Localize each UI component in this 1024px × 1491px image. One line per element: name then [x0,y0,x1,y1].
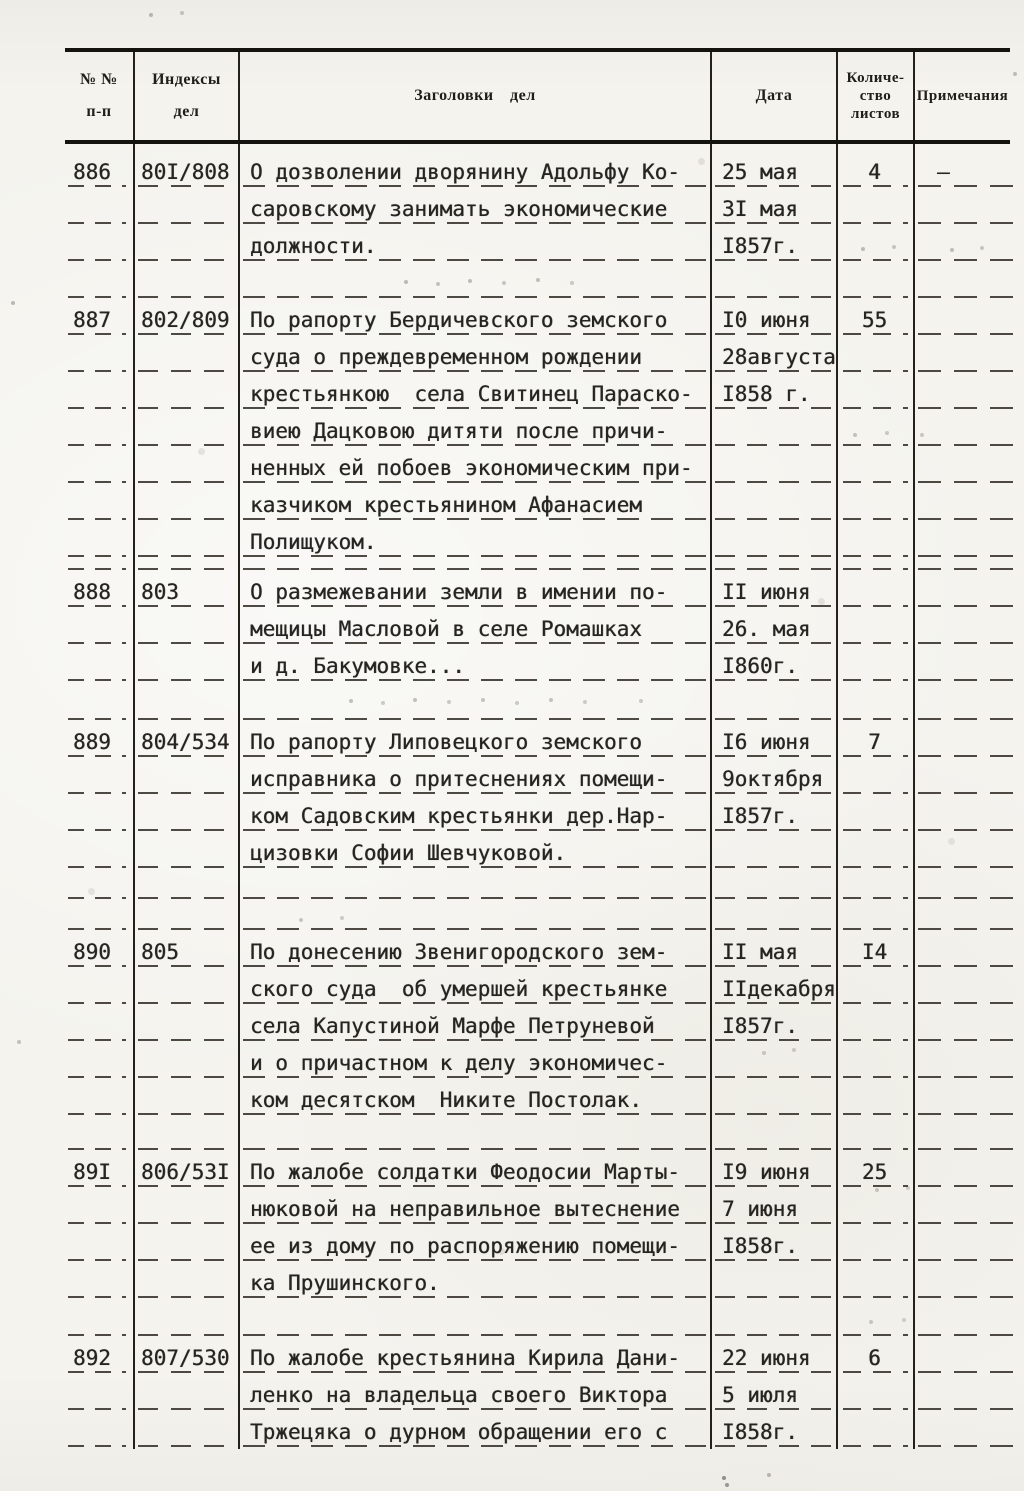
inventory-table [65,48,1010,1449]
case-title-line [240,263,712,300]
date-line: I860г. [712,646,838,683]
header-notes-label: Примечания [916,87,1009,104]
sheet-count [838,683,915,722]
entry-number [65,189,135,226]
sheet-count [838,1300,915,1338]
case-title-line: ее из дому по распоряжению помещи- [240,1226,712,1263]
table-row [65,646,1010,683]
case-index: 807/530 [135,1338,240,1375]
note [915,969,1010,1006]
sheet-count [838,833,915,870]
case-index: 803 [135,572,240,609]
header-sheets-line3: листов [850,106,901,123]
case-index: 804/534 [135,722,240,759]
date-line: 22 июня [712,1338,838,1375]
date-line: I857г. [712,1006,838,1043]
case-title-line: виею Дацковою дитяти после причи- [240,411,712,448]
date-line: 3I мая [712,189,838,226]
date-line [712,1080,838,1117]
case-index [135,485,240,522]
sheet-count [838,226,915,263]
sheet-count [838,572,915,609]
date-line: 25 мая [712,144,838,189]
date-line [712,1043,838,1080]
note [915,609,1010,646]
case-title-line: По рапорту Липовецкого земского [240,722,712,759]
case-index [135,522,240,559]
blank-ruled-row [65,870,1010,901]
sheet-count [838,1080,915,1117]
table-row [65,300,1010,337]
entry-number [65,969,135,1006]
table-body [65,144,1010,1449]
case-index [135,1375,240,1412]
sheet-count [838,1189,915,1226]
date-line: II июня [712,572,838,609]
header-index-line1: Индексы [152,71,221,88]
sheet-count: 25 [838,1152,915,1189]
case-title-line: ка Прушинского. [240,1263,712,1300]
entry-number [65,646,135,683]
table-row [65,572,1010,609]
sheet-count [838,1043,915,1080]
case-index [135,1189,240,1226]
date-line [712,833,838,870]
entry-number [65,1117,135,1152]
table-row [65,411,1010,448]
case-title-line: исправника о притеснениях помещи- [240,759,712,796]
entry-number: 89I [65,1152,135,1189]
sheet-count [838,1117,915,1152]
date-line: I858 г. [712,374,838,411]
table-row [65,1080,1010,1117]
case-index [135,1300,240,1338]
sheet-count [838,189,915,226]
date-line: I6 июня [712,722,838,759]
table-header-row [65,48,1010,144]
note [915,870,1010,901]
date-line [712,263,838,300]
date-line [712,1300,838,1338]
note [915,522,1010,559]
table-row [65,609,1010,646]
case-title-line: и д. Бакумовке... [240,646,712,683]
header-date-label: Дата [755,87,793,104]
table-row [65,759,1010,796]
blank-ruled-row [65,1117,1010,1152]
table-row [65,1152,1010,1189]
sheet-count [838,759,915,796]
case-index: 80I/808 [135,144,240,189]
sheet-count [838,337,915,374]
note [915,1117,1010,1152]
table-row [65,374,1010,411]
table-row [65,833,1010,870]
entry-number [65,901,135,932]
header-title-column [240,52,712,140]
note [915,1043,1010,1080]
case-title-line [240,1300,712,1338]
note [915,1263,1010,1300]
header-sheets-column [838,52,915,140]
table-row [65,448,1010,485]
case-index [135,833,240,870]
entry-number [65,1412,135,1449]
sheet-count: 55 [838,300,915,337]
sheet-count [838,448,915,485]
entry-number [65,1006,135,1043]
header-sheets-line2: ство [859,87,892,104]
sheet-count: 6 [838,1338,915,1375]
date-line: 28августа [712,337,838,374]
note: – [915,144,1010,189]
sheet-count [838,263,915,300]
table-row [65,1006,1010,1043]
note [915,759,1010,796]
table-row [65,1189,1010,1226]
entry-number: 887 [65,300,135,337]
case-title-line: села Капустиной Марфе Петруневой [240,1006,712,1043]
case-index: 806/53I [135,1152,240,1189]
case-index [135,969,240,1006]
entry-number [65,1300,135,1338]
note [915,932,1010,969]
case-index [135,1226,240,1263]
note [915,572,1010,609]
entry-number: 886 [65,144,135,189]
sheet-count: I4 [838,932,915,969]
note [915,1152,1010,1189]
sheet-count [838,1412,915,1449]
note [915,796,1010,833]
blank-ruled-row [65,263,1010,300]
case-index [135,796,240,833]
case-title-line: По жалобе крестьянина Кирила Дани- [240,1338,712,1375]
table-row [65,522,1010,559]
entry-number [65,448,135,485]
case-index [135,646,240,683]
table-row [65,485,1010,522]
case-index [135,1043,240,1080]
case-index [135,337,240,374]
header-date-column [712,52,838,140]
entry-number [65,226,135,263]
date-line: 5 июля [712,1375,838,1412]
table-row [65,144,1010,189]
case-title-line: ненных ей побоев экономическим при- [240,448,712,485]
case-index [135,1412,240,1449]
case-index [135,1080,240,1117]
sheet-count: 7 [838,722,915,759]
date-line [712,870,838,901]
entry-number [65,1189,135,1226]
case-index [135,226,240,263]
case-title-line: крестьянкою села Свитинец Параско- [240,374,712,411]
table-row [65,1338,1010,1375]
note [915,411,1010,448]
note [915,646,1010,683]
table-row [65,932,1010,969]
header-number-column [65,52,135,140]
entry-number [65,559,135,572]
sheet-count [838,522,915,559]
date-line: I0 июня [712,300,838,337]
case-title-line: саровскому занимать экономические [240,189,712,226]
case-title-line [240,1117,712,1152]
entry-number [65,411,135,448]
entry-number [65,1226,135,1263]
entry-number [65,609,135,646]
case-index [135,1006,240,1043]
case-index: 802/809 [135,300,240,337]
note [915,559,1010,572]
entry-number [65,833,135,870]
table-row [65,189,1010,226]
case-title-line: Тржецяка о дурном обращении его с [240,1412,712,1449]
note [915,722,1010,759]
entry-number [65,374,135,411]
case-title-line: ком Садовским крестьянки дер.Нар- [240,796,712,833]
table-row [65,796,1010,833]
date-line: 7 июня [712,1189,838,1226]
note [915,683,1010,722]
case-title-line: должности. [240,226,712,263]
date-line: IIдекабря [712,969,838,1006]
sheet-count [838,646,915,683]
case-title-line: цизовки Софии Шевчуковой. [240,833,712,870]
note [915,485,1010,522]
case-title-line: ского суда об умершей крестьянке [240,969,712,1006]
case-title-line [240,901,712,932]
case-index [135,609,240,646]
date-line [712,1263,838,1300]
sheet-count [838,1263,915,1300]
entry-number [65,1043,135,1080]
table-row [65,226,1010,263]
date-line [712,411,838,448]
header-title-label: Заголовки дел [414,87,536,104]
case-title-line: и о причастном к делу экономичес- [240,1043,712,1080]
case-index [135,683,240,722]
entry-number [65,1375,135,1412]
entry-number [65,1263,135,1300]
sheet-count [838,901,915,932]
date-line: I9 июня [712,1152,838,1189]
case-title-line: мещицы Масловой в селе Ромашках [240,609,712,646]
table-row [65,337,1010,374]
sheet-count [838,559,915,572]
entry-number [65,522,135,559]
case-index [135,263,240,300]
table-row [65,1263,1010,1300]
sheet-count [838,1375,915,1412]
entry-number: 888 [65,572,135,609]
note [915,1226,1010,1263]
case-index: 805 [135,932,240,969]
case-title-line: нюковой на неправильное вытеснение [240,1189,712,1226]
case-title-line: ленко на владельца своего Виктора [240,1375,712,1412]
case-index [135,374,240,411]
note [915,374,1010,411]
case-index [135,448,240,485]
table-row [65,1043,1010,1080]
sheet-count [838,796,915,833]
date-line [712,485,838,522]
entry-number [65,263,135,300]
sheet-count [838,609,915,646]
note [915,226,1010,263]
case-index [135,1263,240,1300]
note [915,1338,1010,1375]
date-line [712,901,838,932]
sheet-count [838,1226,915,1263]
case-index [135,901,240,932]
date-line [712,448,838,485]
date-line: I858г. [712,1412,838,1449]
blank-ruled-row [65,683,1010,722]
note [915,1375,1010,1412]
table-row [65,1226,1010,1263]
date-line [712,1117,838,1152]
table-row [65,1375,1010,1412]
case-title-line [240,870,712,901]
note [915,1189,1010,1226]
note [915,263,1010,300]
case-index [135,411,240,448]
case-index [135,559,240,572]
header-sheets-line1: Количе- [846,69,905,86]
date-line: 9октября [712,759,838,796]
entry-number [65,337,135,374]
date-line [712,522,838,559]
header-index-line2: дел [173,103,200,120]
sheet-count [838,374,915,411]
note [915,1006,1010,1043]
sheet-count [838,485,915,522]
case-index [135,189,240,226]
case-index [135,1117,240,1152]
sheet-count [838,1006,915,1043]
entry-number [65,1080,135,1117]
note [915,189,1010,226]
entry-number [65,870,135,901]
case-title-line: По жалобе солдатки Феодосии Марты- [240,1152,712,1189]
table-row [65,722,1010,759]
note [915,901,1010,932]
entry-number: 890 [65,932,135,969]
sheet-count [838,411,915,448]
scan-noise-blotches [0,0,3,3]
date-line: I858г. [712,1226,838,1263]
table-row [65,969,1010,1006]
case-index [135,870,240,901]
date-line: I857г. [712,796,838,833]
sheet-count: 4 [838,144,915,189]
date-line: II мая [712,932,838,969]
case-title-line: ком десятском Никите Постолак. [240,1080,712,1117]
date-line: I857г. [712,226,838,263]
note [915,833,1010,870]
note [915,448,1010,485]
blank-ruled-row [65,901,1010,932]
entry-number: 892 [65,1338,135,1375]
case-title-line [240,683,712,722]
note [915,1080,1010,1117]
entry-number: 889 [65,722,135,759]
date-line [712,683,838,722]
entry-number [65,796,135,833]
entry-number [65,759,135,796]
date-line: 26. мая [712,609,838,646]
case-title-line: суда о преждевременном рождении [240,337,712,374]
note [915,1300,1010,1338]
header-number-line2: п-п [86,103,112,120]
case-index [135,759,240,796]
case-title-line: По донесению Звенигородского зем- [240,932,712,969]
case-title-line: Полищуком. [240,522,712,559]
note [915,300,1010,337]
blank-ruled-row [65,1300,1010,1338]
case-title-line: О дозволении дворянину Адольфу Ко- [240,144,712,189]
sheet-count [838,870,915,901]
header-index-column [135,52,240,140]
date-line [712,559,838,572]
header-notes-column [915,52,1010,140]
sheet-count [838,969,915,1006]
note [915,1412,1010,1449]
blank-ruled-row [65,559,1010,572]
table-row [65,1412,1010,1449]
case-title-line [240,559,712,572]
case-title-line: казчиком крестьянином Афанасием [240,485,712,522]
note [915,337,1010,374]
case-title-line: О размежевании земли в имении по- [240,572,712,609]
header-number-line1: № № [80,71,118,88]
entry-number [65,683,135,722]
case-title-line: По рапорту Бердичевского земского [240,300,712,337]
entry-number [65,485,135,522]
